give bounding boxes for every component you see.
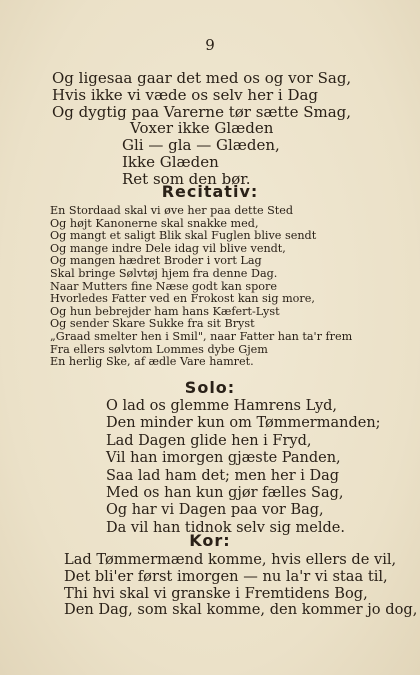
solo-heading: Solo: — [184, 378, 236, 397]
verse-line: Og ligesaa gaar det med os og vor Sag, — [52, 69, 352, 87]
kor-line: Den Dag, som skal komme, den kommer jo dog, — [64, 601, 418, 619]
solo-line: Da vil han tidnok selv sig melde. — [106, 519, 345, 536]
recitativ-line: „Graad smelter hen i Smil", naar Fatter han ta'r frem — [50, 329, 353, 343]
verse-line: Gli — gla — Glæden, — [122, 136, 280, 155]
recitativ-line: Og mange indre Dele idag vil blive vendt, — [50, 241, 286, 255]
solo-line: O lad os glemme Hamrens Lyd, — [106, 398, 338, 414]
recitativ-line: Skal bringe Sølvtøj hjem fra denne Dag. — [50, 266, 278, 280]
recitativ-line: En Stordaad skal vi øve her paa dette Sted — [50, 204, 294, 217]
verse-line: Ikke Glæden — [122, 152, 219, 171]
kor-line: Det bli'er først imorgen — nu la'r vi staa til, — [64, 567, 388, 585]
kor-line: Lad Tømmermænd komme, hvis ellers de vil, — [64, 551, 397, 568]
recitativ-line: Og mangen hædret Broder i vort Lag — [50, 254, 262, 268]
recitativ-line: Fra ellers sølvtom Lommes dybe Gjem — [50, 342, 268, 356]
verse-line: Og dygtig paa Varerne tør sætte Smag, — [52, 102, 352, 121]
recitativ-line: Og sender Skare Sukke fra sit Bryst — [50, 317, 255, 331]
solo-line: Lad Dagen glide hen i Fryd, — [106, 432, 312, 449]
recitativ-line: Og højt Kanonerne skal snakke med, — [50, 216, 259, 230]
page-number: 9 — [205, 36, 215, 54]
verse-line: Voxer ikke Glæden — [130, 119, 274, 138]
recitativ-line: Naar Mutters fine Næse godt kan spore — [50, 279, 277, 293]
recitativ-heading: Recitativ: — [161, 182, 259, 201]
verse-line: Ret som den bør. — [122, 169, 251, 188]
solo-line: Og har vi Dagen paa vor Bag, — [106, 502, 324, 519]
kor-line: Thi hvi skal vi granske i Fremtidens Bog, — [64, 584, 368, 602]
solo-line: Med os han kun gjør fælles Sag, — [106, 485, 344, 502]
kor-heading: Kor: — [189, 531, 231, 550]
solo-line: Den minder kun om Tømmermanden; — [106, 415, 381, 432]
solo-verse — [0, 398, 420, 537]
recitativ-text — [0, 205, 420, 369]
verse-line: Hvis ikke vi væde os selv her i Dag — [52, 85, 319, 104]
recitativ-line: Og hun bebrejder ham hans Kæfert-Lyst — [50, 304, 280, 318]
recitativ-line: En herlig Ske, af ædle Vare hamret. — [50, 355, 254, 369]
solo-line: Vil han imorgen gjæste Panden, — [106, 450, 341, 467]
kor-verse — [0, 552, 420, 619]
solo-line: Saa lad ham det; men her i Dag — [106, 467, 340, 484]
recitativ-line: Hvorledes Fatter ved en Frokost kan sig more, — [50, 292, 315, 306]
recitativ-line: Og mangt et saligt Blik skal Fuglen blive sendt — [50, 229, 317, 243]
opening-verse — [0, 70, 420, 188]
